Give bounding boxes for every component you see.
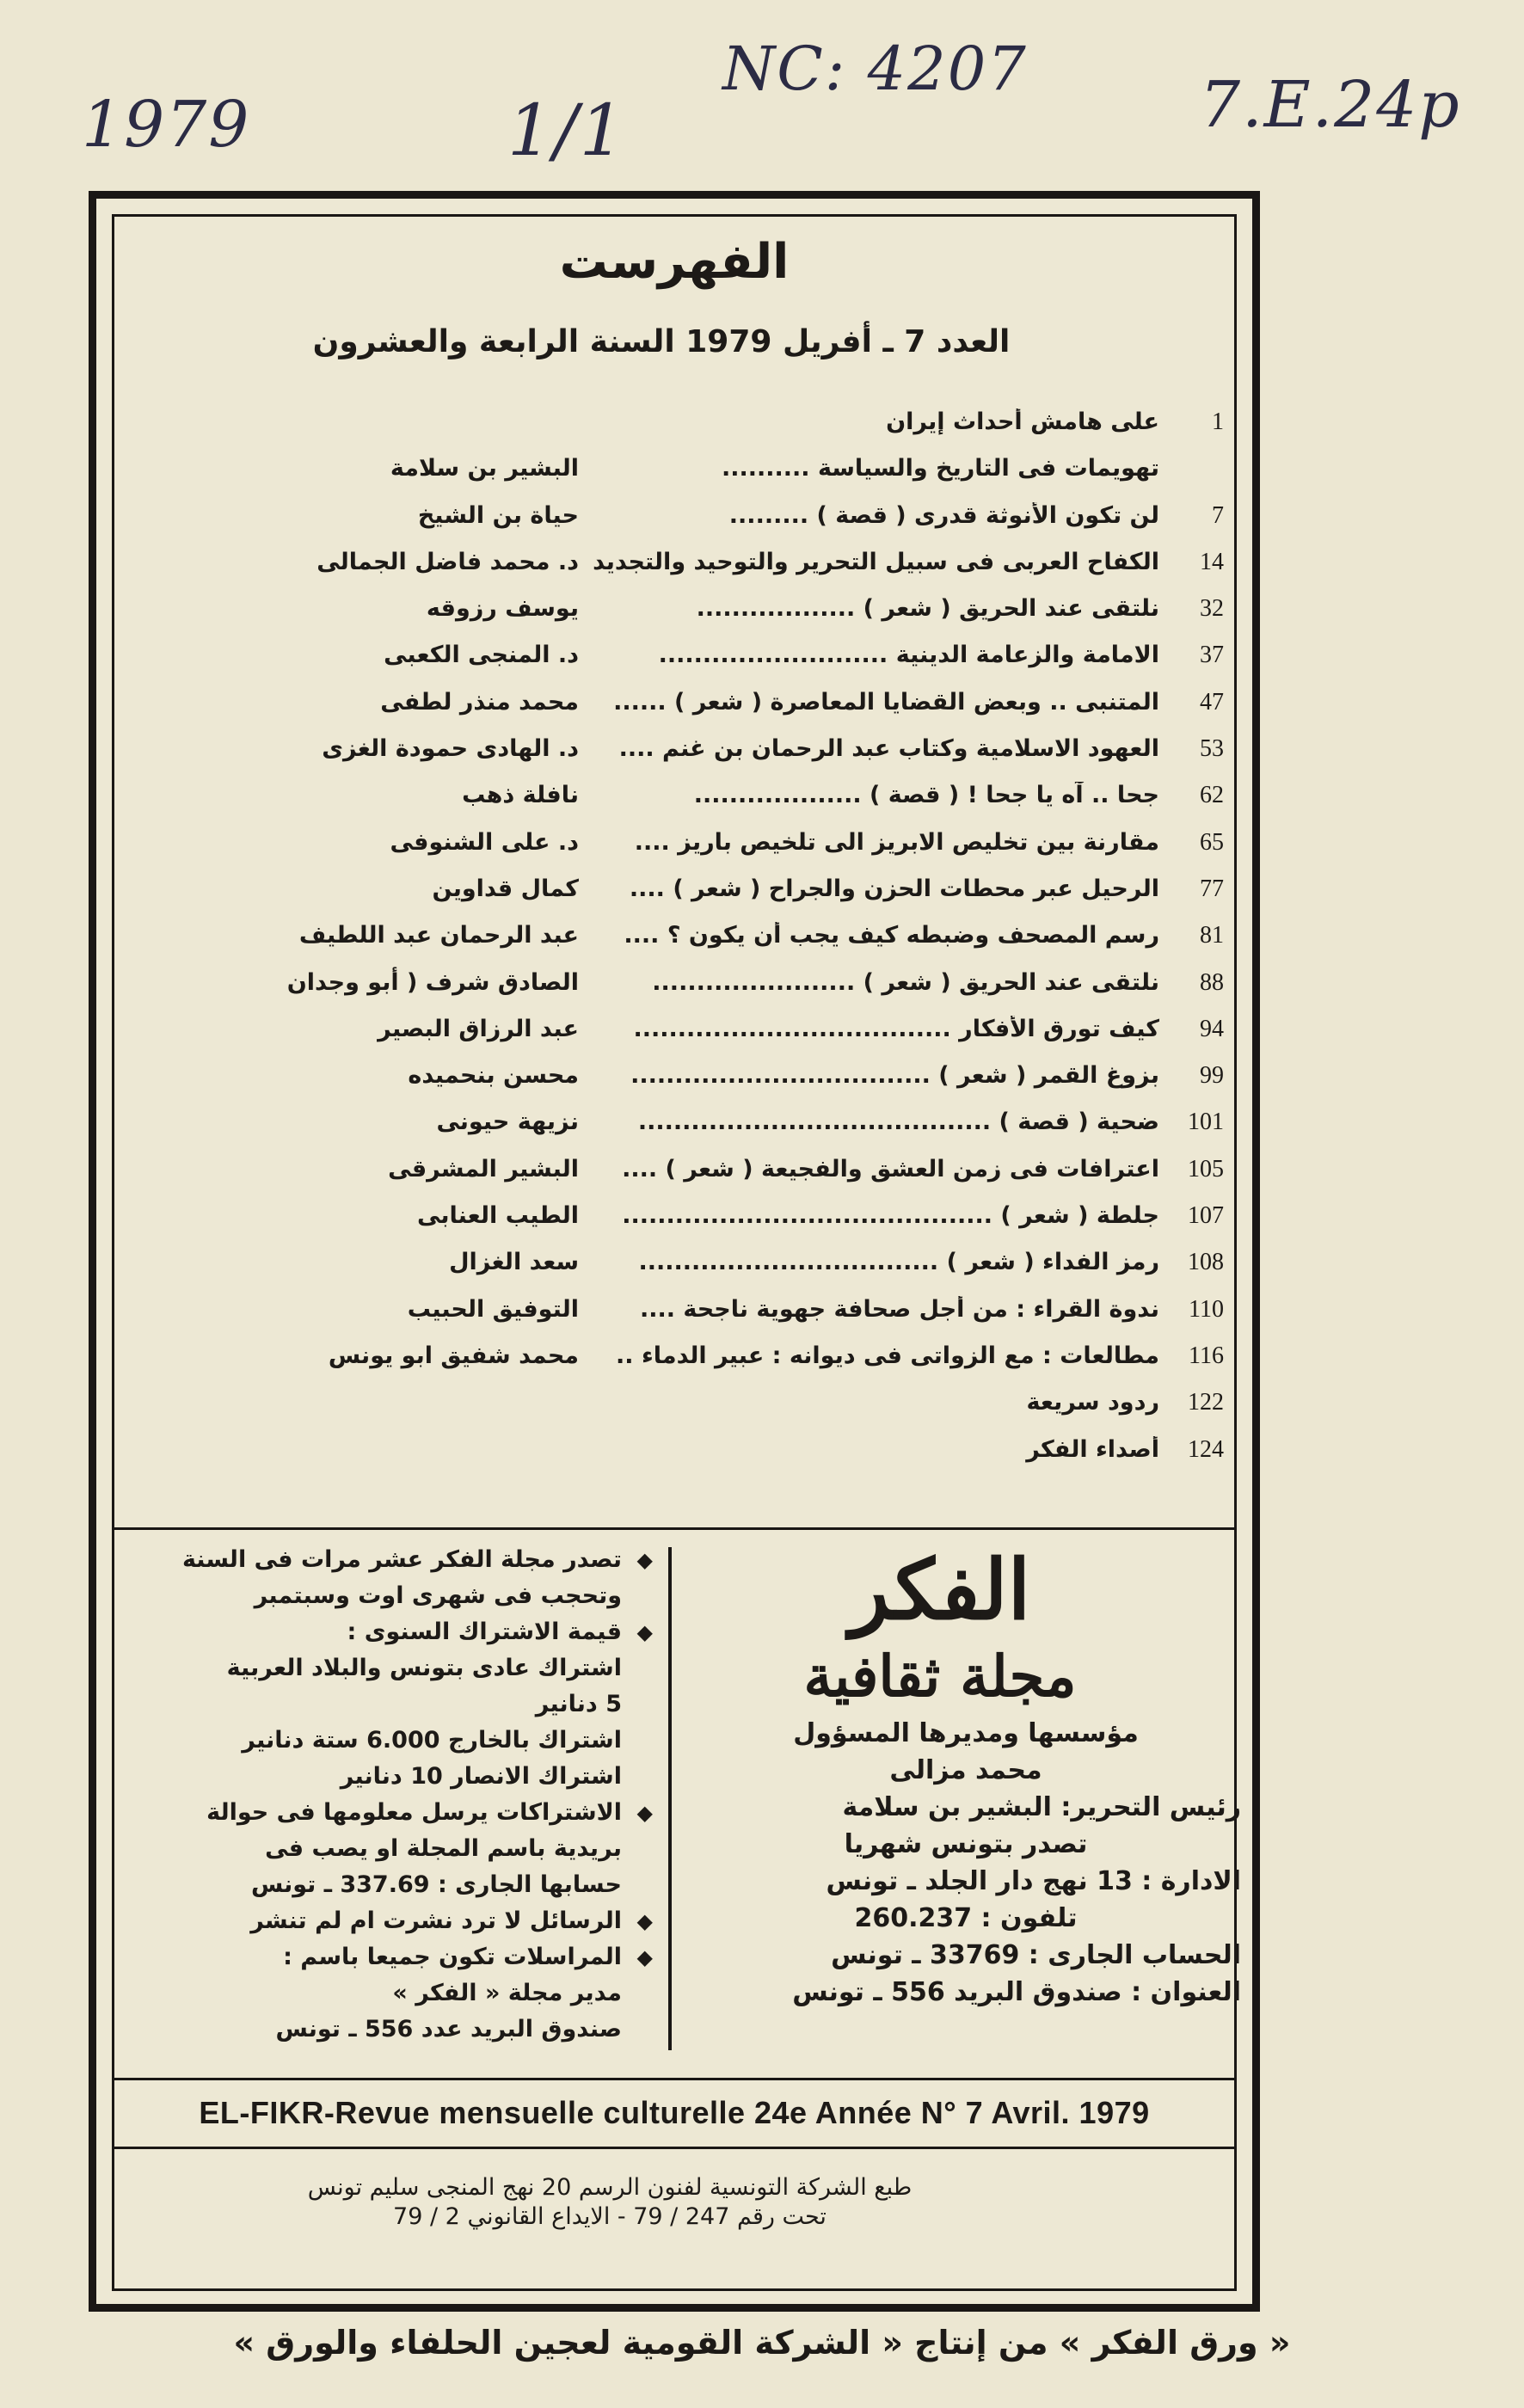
printer-line-1: طبع الشركة التونسية لفنون الرسم 20 نهج المنجى سليم تونس (307, 2174, 913, 2201)
masthead (691, 1543, 1241, 2011)
toc-page-number: 108 (1188, 1249, 1224, 1276)
subscription-line (127, 1579, 656, 1613)
toc-entry (123, 775, 1224, 821)
subscription-line (127, 1723, 656, 1758)
toc-article-title: على هامش أحداث إيران (886, 408, 1159, 435)
toc-page-number: 14 (1200, 548, 1224, 575)
toc-page-number: 99 (1200, 1062, 1224, 1090)
info-box (112, 1530, 1241, 2080)
subscription-line (127, 1904, 656, 1938)
subscription-line (127, 1796, 656, 1830)
diamond-bullet-icon: ◆ (636, 1909, 653, 1933)
toc-author: د. محمد فاضل الجمالى (316, 548, 579, 575)
phone-line: تلفون : 260.237 (854, 1903, 1078, 1933)
toc-article-title: ندوة القراء : من أجل صحافة جهوية ناجحة .... (639, 1295, 1159, 1323)
toc-page-number: 101 (1188, 1109, 1224, 1136)
toc-article-title: لن تكون الأنوثة قدرى ( قصة ) ......... (728, 501, 1159, 529)
toc-author: سعد الغزال (449, 1249, 579, 1276)
toc-article-title: بزوغ القمر ( شعر ) .................................. (630, 1062, 1159, 1090)
toc-author: د. الهادى حمودة الغزى (322, 735, 579, 763)
toc-author: البشير بن سلامة (390, 455, 579, 482)
subscription-line (127, 2012, 656, 2047)
subscription-text: 5 دنانير (535, 1691, 622, 1717)
column-divider (668, 1547, 672, 2050)
toc-box (112, 214, 1237, 1530)
toc-entry (123, 495, 1224, 542)
toc-entry (123, 635, 1224, 681)
toc-author: عبد الرحمان عبد اللطيف (298, 922, 579, 949)
toc-page-number: 116 (1189, 1342, 1224, 1369)
subscription-text: تصدر مجلة الفكر عشر مرات فى السنة (181, 1546, 622, 1573)
founder-name: محمد مزالى (889, 1755, 1042, 1785)
toc-page-number: 88 (1200, 968, 1224, 996)
subscription-text: قيمة الاشتراك السنوى : (347, 1619, 622, 1645)
page-frame (89, 191, 1260, 2312)
toc-author: يوسف رزوقه (426, 595, 579, 623)
founder-label: مؤسسها ومديرها المسؤول (793, 1718, 1139, 1748)
toc-article-title: مقارنة بين تخليص الابريز الى تلخيص باريز .... (634, 828, 1159, 856)
toc-page-number: 110 (1189, 1295, 1224, 1323)
handwritten-fraction: 1/1 (507, 90, 626, 172)
toc-article-title: نلتقى عند الحريق ( شعر ) ....................... (652, 968, 1159, 996)
subscription-text: حسابها الجارى : 337.69 ـ تونس (250, 1871, 622, 1898)
toc-entry (123, 682, 1224, 728)
subscription-text: اشتراك عادى بتونس والبلاد العربية (226, 1655, 622, 1681)
monthly-line: تصدر بتونس شهريا (844, 1829, 1088, 1859)
editor-line: رئيس التحرير: البشير بن سلامة (842, 1792, 1241, 1822)
toc-author: د. على الشنوفى (390, 828, 579, 856)
latin-title-bar: EL-FIKR-Revue mensuelle culturelle 24e Année N° 7 Avril. 1979 (112, 2080, 1237, 2149)
toc-article-title: المتنبى .. وبعض القضايا المعاصرة ( شعر ) ...... (613, 688, 1159, 716)
toc-author: محمد شفيق ابو يونس (328, 1342, 579, 1369)
subscription-line (127, 1543, 656, 1577)
account-line: الحساب الجارى : 33769 ـ تونس (831, 1940, 1241, 1970)
toc-author: نافلة ذهب (462, 782, 579, 809)
toc-entry (123, 402, 1224, 448)
toc-entry (123, 1242, 1224, 1288)
subscription-text: المراسلات تكون جميعا باسم : (283, 1944, 622, 1970)
toc-author: الصادق شرف ( أبو وجدان (286, 968, 579, 996)
toc-article-title: ضحية ( قصة ) ........................................ (637, 1109, 1159, 1136)
toc-title: الفهرست (559, 234, 790, 290)
toc-entry (123, 822, 1224, 869)
toc-entry (123, 1102, 1224, 1148)
handwritten-year: 1979 (82, 88, 251, 162)
toc-entry (123, 728, 1224, 775)
handwritten-nc-number: NC: 4207 (722, 34, 1028, 104)
toc-page-number: 122 (1188, 1389, 1224, 1416)
toc-entry (123, 869, 1224, 915)
toc-article-title: رسم المصحف وضبطه كيف يجب أن يكون ؟ .... (624, 922, 1159, 949)
toc-author: محسن بنحميده (408, 1062, 579, 1090)
admin-address: الادارة : 13 نهج دار الجلد ـ تونس (826, 1866, 1241, 1896)
toc-entry (123, 1009, 1224, 1055)
issue-line: العدد 7 ـ أفريل 1979 السنة الرابعة والعشرون (312, 324, 1011, 359)
toc-page-number: 53 (1200, 735, 1224, 763)
toc-article-title: رمز الفداء ( شعر ) .................................. (638, 1249, 1159, 1276)
toc-entry (123, 1336, 1224, 1382)
subscription-line (127, 1976, 656, 2011)
toc-author: البشير المشرقى (388, 1155, 579, 1182)
toc-page-number: 81 (1200, 922, 1224, 949)
subscription-line (127, 1651, 656, 1686)
subscription-line (127, 1940, 656, 1975)
subscription-line (127, 1760, 656, 1794)
toc-article-title: الامامة والزعامة الدينية .......................... (658, 642, 1159, 669)
toc-page-number: 7 (1212, 501, 1224, 529)
subscription-line (127, 1615, 656, 1649)
toc-entry (123, 1429, 1224, 1476)
toc-entry (123, 915, 1224, 961)
diamond-bullet-icon: ◆ (636, 1801, 653, 1825)
subscription-info (127, 1543, 656, 2049)
magazine-subtitle: مجلة ثقافية (803, 1643, 1077, 1710)
toc-page-number: 124 (1188, 1435, 1224, 1463)
toc-entry (123, 1289, 1224, 1336)
toc-page-number: 62 (1200, 782, 1224, 809)
toc-entry (123, 1055, 1224, 1102)
subscription-line (127, 1868, 656, 1902)
subscription-text: اشتراك الانصار 10 دنانير (340, 1763, 622, 1790)
toc-article-title: تهويمات فى التاريخ والسياسة .......... (722, 455, 1159, 482)
toc-author: حياة بن الشيخ (417, 501, 579, 529)
toc-list (123, 402, 1224, 1524)
toc-article-title: الكفاح العربى فى سبيل التحرير والتوحيد والتجديد (593, 548, 1159, 575)
handwritten-shelf-code: 7.E.24p (1200, 68, 1461, 142)
toc-entry (123, 1149, 1224, 1195)
magazine-name: الفكر (849, 1541, 1031, 1638)
postal-address: العنوان : صندوق البريد 556 ـ تونس (792, 1977, 1241, 2007)
subscription-text: بريدية باسم المجلة او يصب فى (265, 1835, 622, 1862)
toc-article-title: جحا .. آه يا جحا ! ( قصة ) ................... (693, 782, 1159, 809)
toc-author: عبد الرزاق البصير (378, 1015, 579, 1042)
toc-article-title: أصداء الفكر (1026, 1435, 1159, 1463)
toc-article-title: الرحيل عبر محطات الحزن والجراح ( شعر ) .... (629, 875, 1159, 902)
diamond-bullet-icon: ◆ (636, 1620, 653, 1644)
toc-page-number: 1 (1212, 408, 1224, 435)
toc-author: التوفيق الحبيب (407, 1295, 579, 1323)
toc-entry (123, 962, 1224, 1009)
subscription-text: صندوق البريد عدد 556 ـ تونس (275, 2016, 622, 2042)
toc-entry (123, 1195, 1224, 1242)
toc-author: كمال قداوين (432, 875, 579, 902)
toc-article-title: ردود سريعة (1026, 1389, 1159, 1416)
paper-credit-footer: « ورق الفكر » من إنتاج « الشركة القومية لعجين الحلفاء والورق » (233, 2324, 1291, 2362)
printer-info (112, 2149, 1237, 2291)
toc-entry (123, 542, 1224, 588)
toc-article-title: العهود الاسلامية وكتاب عبد الرحمان بن غنم .... (618, 735, 1159, 763)
toc-page-number: 105 (1188, 1155, 1224, 1182)
subscription-text: مدير مجلة « الفكر » (392, 1980, 622, 2006)
toc-article-title: كيف تورق الأفكار .................................... (633, 1015, 1159, 1042)
subscription-text: اشتراك بالخارج 6.000 ستة دنانير (242, 1727, 622, 1754)
subscription-line (127, 1832, 656, 1866)
toc-article-title: مطالعات : مع الزواتى فى ديوانه : عبير الدماء .. (616, 1342, 1159, 1369)
subscription-line (127, 1687, 656, 1722)
toc-author: د. المنجى الكعبى (384, 642, 579, 669)
toc-page-number: 94 (1200, 1015, 1224, 1042)
subscription-text: الرسائل لا ترد نشرت ام لم تنشر (250, 1907, 622, 1934)
toc-entry (123, 588, 1224, 635)
printer-line-2: تحت رقم 247 / 79 - الايداع القانوني 2 / 79 (393, 2203, 827, 2230)
toc-page-number: 65 (1200, 828, 1224, 856)
diamond-bullet-icon: ◆ (636, 1945, 653, 1969)
diamond-bullet-icon: ◆ (636, 1548, 653, 1572)
subscription-text: وتحجب فى شهرى اوت وسبتمبر (254, 1582, 622, 1609)
subscription-text: الاشتراكات يرسل معلومها فى حوالة (206, 1799, 622, 1826)
toc-page-number: 32 (1200, 595, 1224, 623)
toc-entry (123, 1382, 1224, 1428)
toc-article-title: جلطة ( شعر ) .......................................... (622, 1202, 1159, 1230)
toc-author: محمد منذر لطفى (380, 688, 579, 716)
toc-article-title: نلتقى عند الحريق ( شعر ) .................. (696, 595, 1159, 623)
toc-author: الطيب العنابى (417, 1202, 579, 1230)
toc-entry (123, 448, 1224, 494)
toc-author: نزيهة حيونى (436, 1109, 579, 1136)
toc-article-title: اعترافات فى زمن العشق والفجيعة ( شعر ) .... (622, 1155, 1159, 1182)
toc-page-number: 77 (1200, 875, 1224, 902)
toc-page-number: 107 (1188, 1202, 1224, 1230)
toc-page-number: 37 (1200, 642, 1224, 669)
toc-page-number: 47 (1200, 688, 1224, 716)
